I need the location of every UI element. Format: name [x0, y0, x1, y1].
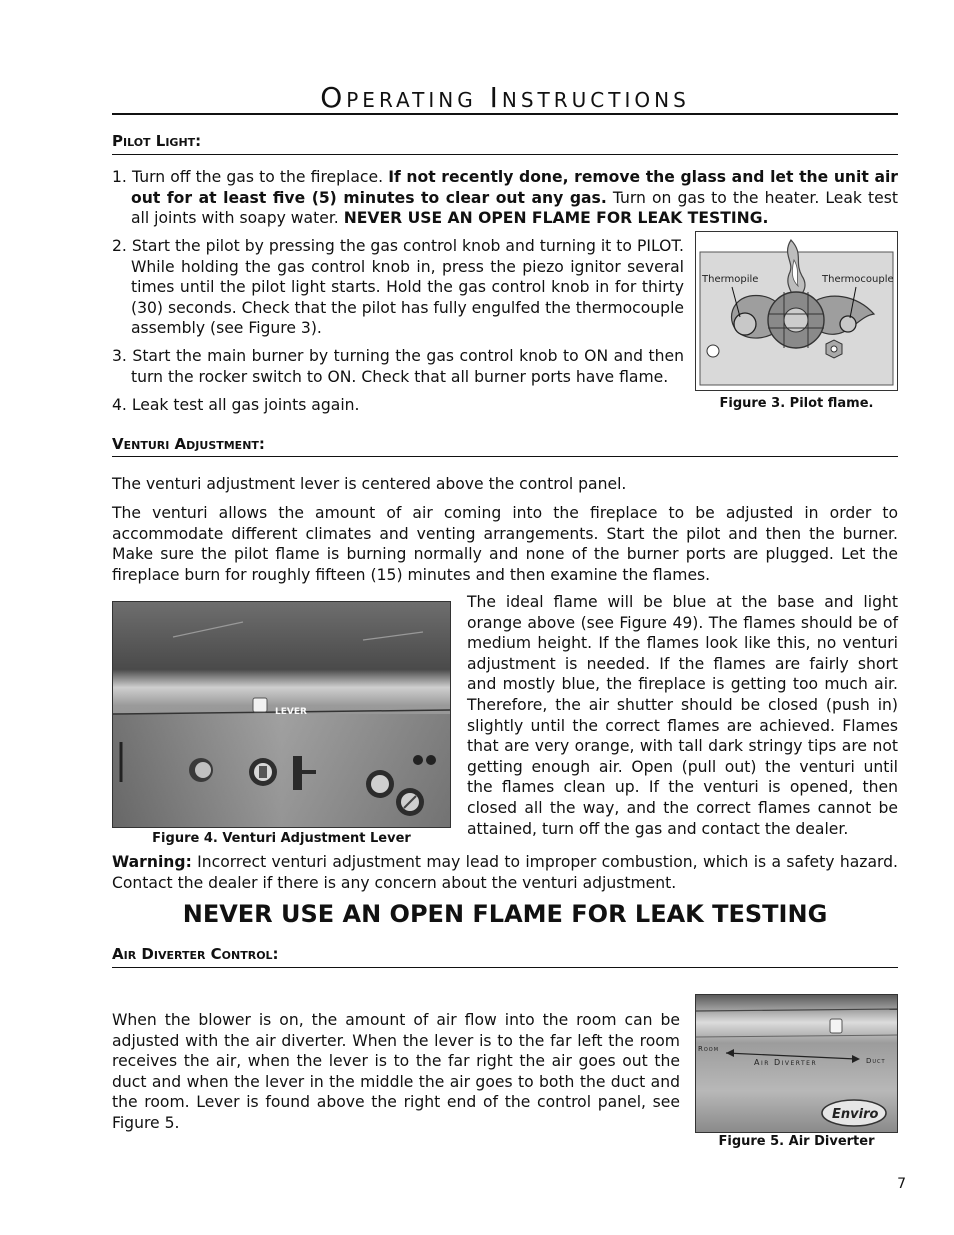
enviro-logo: Enviro — [832, 1107, 879, 1122]
pilot-step-1 — [112, 167, 898, 229]
step-number: 2. — [112, 237, 127, 255]
air-diverter-photo — [696, 995, 897, 1132]
figure-4-caption: Figure 4. Venturi Adjustment Lever — [152, 831, 411, 846]
pilot-flame-illustration — [696, 232, 897, 390]
leak-testing-warning: NEVER USE AN OPEN FLAME FOR LEAK TESTING — [182, 900, 828, 928]
figure-5-caption: Figure 5. Air Diverter — [718, 1134, 875, 1149]
step-text: Start the pilot by pressing the gas control knob and turning it to PILOT. While holding the gas control knob in, press the piezo ignitor several times until the pilot light starts. Hold the gas control knob in for thirty (30) seconds. Check that the pilot has fully engulfed the thermocouple assembly (see Figure 3). — [131, 237, 684, 338]
figure-3-pilot-flame — [695, 231, 898, 391]
title-rule — [112, 113, 898, 115]
pilot-light-rule — [112, 154, 898, 155]
venturi-paragraph-1: The venturi adjustment lever is centered above the control panel. — [112, 475, 627, 493]
air-diverter-rule — [112, 967, 898, 968]
duct-label: Duct — [866, 1057, 886, 1065]
venturi-warning — [112, 852, 898, 893]
air-diverter-heading: Air Diverter Control: — [112, 945, 279, 963]
pilot-step-3 — [112, 346, 684, 387]
step-text: Start the main burner by turning the gas control knob to ON and then turn the rocker switch to ON. Check that all burner ports have flame. — [131, 347, 684, 386]
venturi-lever-photo — [113, 602, 450, 827]
page-title: Operating Instructions — [320, 81, 690, 114]
thermopile-label: Thermopile — [702, 274, 759, 285]
step-number: 4. — [112, 396, 127, 414]
pilot-step-4 — [112, 395, 684, 416]
step-number: 1. — [112, 168, 127, 186]
step-text: Turn on gas to the heater. Leak test all joints with soapy water. — [131, 188, 898, 228]
step-bold-text: If not recently done, remove the glass and let the unit air out for at least five (5) minutes to clear out any gas. — [131, 168, 898, 207]
venturi-paragraph-2: The venturi allows the amount of air coming into the fireplace to be adjusted in order to accommodate different climates and venting arrangements. Start the pilot and then the burner. Make sure the pilot flame is burning normally and none of the burner ports are plugged. Let the fireplace burn for roughly fifteen (15) minutes and then examine the flames. — [112, 504, 898, 584]
air-diverter-paragraph: When the blower is on, the amount of air flow into the room can be adjusted with the air diverter. When the lever is to the far left the room receives the air, when the lever is to the far right the air goes out the duct and when the lever in the middle the air goes to both the duct and the room. Lever is found above the right end of the control panel, see Figure 5. — [112, 1011, 680, 1132]
step-number: 3. — [112, 347, 127, 365]
figure-5-air-diverter — [695, 994, 898, 1133]
lever-label: LEVER — [275, 707, 307, 717]
venturi-rule — [112, 456, 898, 457]
page-number: 7 — [897, 1176, 906, 1192]
warning-label: Warning: — [112, 853, 192, 871]
venturi-heading: Venturi Adjustment: — [112, 435, 265, 453]
air-diverter-label: Air Diverter — [754, 1058, 818, 1067]
pilot-step-2 — [112, 236, 684, 339]
room-label: Room — [698, 1045, 720, 1053]
pilot-light-heading: Pilot Light: — [112, 132, 202, 150]
step-bold-text: NEVER USE AN OPEN FLAME FOR LEAK TESTING. — [343, 209, 769, 228]
step-text: Turn off the gas to the fireplace. — [132, 168, 389, 186]
step-text: Leak test all gas joints again. — [131, 396, 360, 414]
thermocouple-label: Thermocouple — [822, 274, 894, 285]
figure-4-venturi-lever — [112, 601, 451, 828]
venturi-paragraph-3: The ideal flame will be blue at the base and light orange above (see Figure 49). The flames should be of medium height. If the flames look like this, no venturi adjustment is needed. If the flames are fairly short and mostly blue, the fireplace is getting too much air. Therefore, the air shutter should be closed (push in) slightly until the correct flames are achieved. Flames that are very orange, with tall dark stringy tips are not getting enough air. Open (pull out) the venturi until the flames clean up. If the venturi is opened, then closed all the way, and the correct flames cannot be attained, turn off the gas and contact the dealer. — [467, 593, 898, 838]
warning-text: Incorrect venturi adjustment may lead to improper combustion, which is a safety hazard. Contact the dealer if there is any concern about the venturi adjustment. — [112, 853, 898, 892]
figure-3-caption: Figure 3. Pilot flame. — [719, 396, 874, 411]
